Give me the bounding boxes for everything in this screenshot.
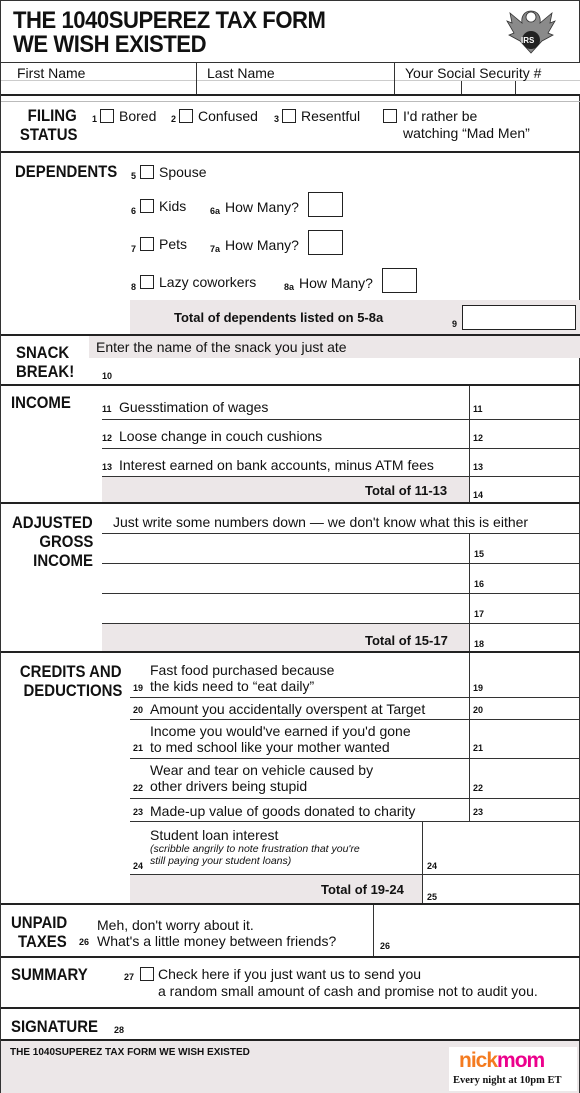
- dependents-total-label: Total of dependents listed on 5-8a: [174, 310, 384, 325]
- wages-label: Guesstimation of wages: [119, 399, 269, 415]
- footer-title: THE 1040SUPEREZ TAX FORM WE WISH EXISTED: [10, 1047, 250, 1058]
- bored-label: Bored: [119, 108, 157, 124]
- line-number: 11: [102, 404, 112, 414]
- unpaid-line-2: What's a little money between friends?: [97, 933, 337, 949]
- agi-heading-2: GROSS: [38, 532, 93, 551]
- line-number: 20: [473, 705, 484, 715]
- line-number: 18: [474, 639, 485, 649]
- agi-prompt: Just write some numbers down — we don't know what this is either: [113, 514, 529, 530]
- agi-heading-3: INCOME: [33, 551, 93, 570]
- income-total-label: Total of 11-13: [365, 483, 448, 498]
- snack-heading-1: SNACK: [16, 343, 70, 362]
- pets-how-many-label: How Many?: [225, 237, 299, 253]
- last-name-field[interactable]: Last Name: [207, 65, 275, 81]
- mad-men-label-1: I'd rather be: [403, 108, 478, 124]
- summary-heading: SUMMARY: [11, 965, 88, 984]
- line-number: 9: [452, 319, 458, 329]
- line-number: 21: [133, 743, 144, 753]
- confused-label: Confused: [198, 108, 258, 124]
- coworkers-how-many-label: How Many?: [299, 275, 373, 291]
- vehicle-label-1: Wear and tear on vehicle caused by: [150, 762, 374, 778]
- line-number: 22: [133, 783, 144, 793]
- student-loan-label: Student loan interest: [150, 827, 279, 843]
- line-number: 12: [473, 433, 484, 443]
- line-number: 13: [473, 462, 484, 472]
- spouse-checkbox[interactable]: [140, 165, 154, 179]
- line-number: 2: [171, 114, 177, 124]
- med-school-label-1: Income you would've earned if you'd gone: [150, 723, 411, 739]
- target-label: Amount you accidentally overspent at Target: [150, 701, 426, 717]
- line-number: 23: [133, 807, 144, 817]
- line-number: 26: [380, 941, 391, 951]
- coworkers-count-input[interactable]: [382, 268, 417, 293]
- lazy-coworkers-checkbox[interactable]: [140, 275, 154, 289]
- line-number: 25: [427, 892, 438, 902]
- line-number: 8a: [284, 282, 295, 292]
- ssn-field[interactable]: Your Social Security #: [405, 65, 542, 81]
- resentful-label: Resentful: [301, 108, 361, 124]
- line-number: 7: [131, 244, 137, 254]
- line-number: 3: [274, 114, 280, 124]
- summary-line-1: Check here if you just want us to send you: [158, 966, 422, 982]
- unpaid-heading-2: TAXES: [18, 932, 67, 951]
- summary-line-2: a random small amount of cash and promise not to audit you.: [158, 983, 538, 999]
- agi-total-label: Total of 15-17: [365, 633, 448, 648]
- bored-checkbox[interactable]: [100, 109, 114, 123]
- line-number: 24: [133, 861, 144, 871]
- unpaid-line-1: Meh, don't worry about it.: [97, 917, 254, 933]
- filing-status-heading-2: STATUS: [19, 125, 77, 144]
- signature-heading: SIGNATURE: [11, 1017, 98, 1036]
- line-number: 17: [474, 609, 485, 619]
- vehicle-label-2: other drivers being stupid: [150, 778, 308, 794]
- kids-checkbox[interactable]: [140, 199, 154, 213]
- credits-heading-2: DEDUCTIONS: [23, 681, 122, 700]
- couch-change-label: Loose change in couch cushions: [119, 428, 323, 444]
- line-number: 8: [131, 282, 137, 292]
- signature-input[interactable]: [129, 1013, 577, 1037]
- line-number: 6: [131, 206, 137, 216]
- line-number: 14: [473, 490, 484, 500]
- student-loan-note-1: (scribble angrily to note frustration that you're: [150, 843, 360, 855]
- line-number: 22: [473, 783, 484, 793]
- nickmom-logo: [449, 1047, 577, 1091]
- med-school-label-2: to med school like your mother wanted: [150, 739, 390, 755]
- line-number: 10: [102, 371, 113, 381]
- line-number: 23: [473, 807, 484, 817]
- logo-nick: nick: [459, 1049, 498, 1072]
- dependents-total-input[interactable]: [462, 305, 576, 330]
- snack-prompt: Enter the name of the snack you just ate: [96, 339, 347, 355]
- line-number: 1: [92, 114, 98, 124]
- mad-men-label-2: watching “Mad Men”: [403, 125, 530, 141]
- credits-total-label: Total of 19-24: [321, 882, 404, 897]
- income-heading: INCOME: [11, 393, 71, 412]
- snack-input[interactable]: [113, 361, 573, 381]
- agi-heading-1: ADJUSTED: [12, 513, 93, 532]
- lazy-coworkers-label: Lazy coworkers: [159, 274, 257, 290]
- line-number: 26: [79, 937, 90, 947]
- first-name-field[interactable]: First Name: [17, 65, 86, 81]
- pets-count-input[interactable]: [308, 230, 343, 255]
- line-number: 20: [133, 705, 144, 715]
- filing-status-heading-1: FILING: [27, 106, 77, 125]
- random-cash-checkbox[interactable]: [140, 967, 154, 981]
- line-number: 24: [427, 861, 438, 871]
- irs-eagle-seal: [506, 3, 556, 59]
- fast-food-label-2: the kids need to “eat daily”: [150, 678, 315, 694]
- pets-label: Pets: [159, 236, 188, 252]
- pets-checkbox[interactable]: [140, 237, 154, 251]
- line-number: 15: [474, 549, 485, 559]
- kids-count-input[interactable]: [308, 192, 343, 217]
- charity-label: Made-up value of goods donated to charity: [150, 803, 416, 819]
- logo-mom: mom: [497, 1049, 545, 1072]
- line-number: 19: [473, 683, 484, 693]
- line-number: 12: [102, 433, 113, 443]
- snack-heading-2: BREAK!: [16, 362, 75, 381]
- fast-food-label-1: Fast food purchased because: [150, 662, 335, 678]
- confused-checkbox[interactable]: [179, 109, 193, 123]
- kids-label: Kids: [159, 198, 187, 214]
- line-number: 28: [114, 1025, 125, 1035]
- line-number: 11: [473, 404, 483, 414]
- resentful-checkbox[interactable]: [282, 109, 296, 123]
- line-number: 7a: [210, 244, 221, 254]
- credits-heading-1: CREDITS AND: [20, 662, 122, 681]
- line-number: 16: [474, 579, 485, 589]
- logo-tagline: Every night at 10pm ET: [453, 1075, 562, 1086]
- form-title-line-2: WE WISH EXISTED: [13, 31, 207, 58]
- unpaid-heading-1: UNPAID: [11, 913, 68, 932]
- seal-text: IRS: [521, 36, 535, 45]
- mad-men-checkbox[interactable]: [383, 109, 397, 123]
- kids-how-many-label: How Many?: [225, 199, 299, 215]
- line-number: 5: [131, 171, 137, 181]
- line-number: 27: [124, 972, 135, 982]
- bank-interest-label: Interest earned on bank accounts, minus ATM fees: [119, 457, 434, 473]
- line-number: 13: [102, 462, 113, 472]
- spouse-label: Spouse: [159, 164, 207, 180]
- line-number: 6a: [210, 206, 221, 216]
- student-loan-note-2: still paying your student loans): [150, 855, 292, 867]
- line-number: 21: [473, 743, 484, 753]
- form-title-line-1: THE 1040SUPEREZ TAX FORM: [13, 7, 326, 34]
- dependents-heading: DEPENDENTS: [15, 162, 118, 181]
- line-number: 19: [133, 683, 144, 693]
